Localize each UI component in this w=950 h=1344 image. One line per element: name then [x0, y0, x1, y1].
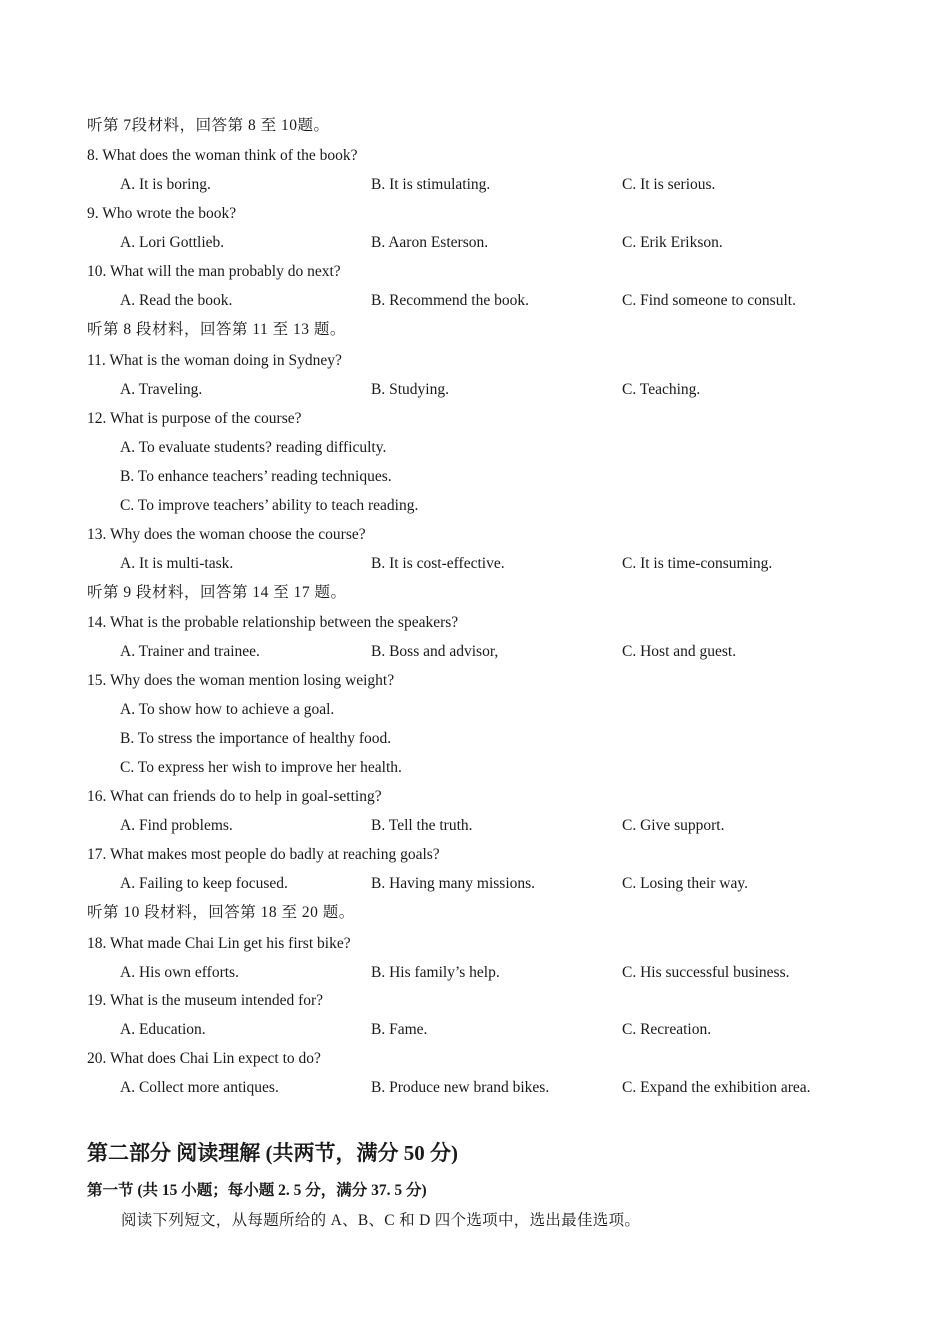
- question-8-option-c: C. It is serious.: [622, 176, 716, 193]
- question-9-option-c: C. Erik Erikson.: [622, 234, 723, 251]
- question-13-stem: 13. Why does the woman choose the course?: [87, 526, 366, 543]
- question-14-stem: 14. What is the probable relationship between the speakers?: [87, 614, 459, 631]
- section-heading-8: 听第 8 段材料，回答第 11 至 13 题。: [87, 321, 346, 338]
- question-13-option-b: B. It is cost-effective.: [371, 555, 505, 572]
- question-16-stem: 16. What can friends do to help in goal-setting?: [87, 788, 382, 805]
- question-16-option-b: B. Tell the truth.: [371, 817, 473, 834]
- question-16-option-c: C. Give support.: [622, 817, 725, 834]
- question-9-stem: 9. Who wrote the book?: [87, 205, 237, 222]
- question-19-option-a: A. Education.: [120, 1021, 206, 1038]
- question-20-option-a: A. Collect more antiques.: [120, 1079, 279, 1096]
- question-10-option-c: C. Find someone to consult.: [622, 292, 796, 309]
- question-17-option-a: A. Failing to keep focused.: [120, 875, 288, 892]
- question-17-option-c: C. Losing their way.: [622, 875, 748, 892]
- section-one-title: 第一节 (共 15 小题；每小题 2. 5 分，满分 37. 5 分): [87, 1182, 427, 1199]
- question-12-stem: 12. What is purpose of the course?: [87, 410, 302, 427]
- question-14-option-b: B. Boss and advisor,: [371, 643, 499, 660]
- section-heading-9: 听第 9 段材料，回答第 14 至 17 题。: [87, 584, 347, 601]
- question-9-option-a: A. Lori Gottlieb.: [120, 234, 225, 251]
- question-20-option-c: C. Expand the exhibition area.: [622, 1079, 811, 1096]
- question-15-stem: 15. Why does the woman mention losing weight?: [87, 672, 395, 689]
- question-10-option-a: A. Read the book.: [120, 292, 233, 309]
- question-11-option-a: A. Traveling.: [120, 381, 203, 398]
- question-13-option-a: A. It is multi-task.: [120, 555, 234, 572]
- question-19-option-c: C. Recreation.: [622, 1021, 712, 1038]
- question-10-stem: 10. What will the man probably do next?: [87, 263, 341, 280]
- question-18-stem: 18. What made Chai Lin get his first bike?: [87, 935, 351, 952]
- question-11-stem: 11. What is the woman doing in Sydney?: [87, 352, 342, 369]
- question-19-stem: 19. What is the museum intended for?: [87, 992, 324, 1009]
- question-15-option-c: C. To express her wish to improve her health.: [120, 759, 402, 776]
- question-13-option-c: C. It is time-consuming.: [622, 555, 773, 572]
- question-16-option-a: A. Find problems.: [120, 817, 233, 834]
- question-15-option-b: B. To stress the importance of healthy food.: [120, 730, 392, 747]
- question-18-option-a: A. His own efforts.: [120, 964, 239, 981]
- question-10-option-b: B. Recommend the book.: [371, 292, 529, 309]
- reading-instruction: 阅读下列短文，从每题所给的 A、B、C 和 D 四个选项中，选出最佳选项。: [121, 1212, 641, 1229]
- question-14-option-c: C. Host and guest.: [622, 643, 737, 660]
- question-17-stem: 17. What makes most people do badly at reaching goals?: [87, 846, 440, 863]
- question-12-option-c: C. To improve teachers’ ability to teach reading.: [120, 497, 419, 514]
- question-8-option-a: A. It is boring.: [120, 176, 211, 193]
- question-18-option-b: B. His family’s help.: [371, 964, 500, 981]
- section-heading-10: 听第 10 段材料，回答第 18 至 20 题。: [87, 904, 355, 921]
- question-19-option-b: B. Fame.: [371, 1021, 428, 1038]
- question-12-option-a: A. To evaluate students? reading difficulty.: [120, 439, 387, 456]
- question-12-option-b: B. To enhance teachers’ reading techniques.: [120, 468, 392, 485]
- question-11-option-c: C. Teaching.: [622, 381, 701, 398]
- question-15-option-a: A. To show how to achieve a goal.: [120, 701, 335, 718]
- question-8-stem: 8. What does the woman think of the book?: [87, 147, 358, 164]
- question-11-option-b: B. Studying.: [371, 381, 449, 398]
- question-20-stem: 20. What does Chai Lin expect to do?: [87, 1050, 321, 1067]
- question-8-option-b: B. It is stimulating.: [371, 176, 491, 193]
- section-heading-7: 听第 7段材料，回答第 8 至 10题。: [87, 117, 330, 134]
- question-18-option-c: C. His successful business.: [622, 964, 790, 981]
- part-two-title: 第二部分 阅读理解 (共两节，满分 50 分): [87, 1141, 458, 1165]
- question-20-option-b: B. Produce new brand bikes.: [371, 1079, 550, 1096]
- question-17-option-b: B. Having many missions.: [371, 875, 536, 892]
- question-14-option-a: A. Trainer and trainee.: [120, 643, 260, 660]
- question-9-option-b: B. Aaron Esterson.: [371, 234, 489, 251]
